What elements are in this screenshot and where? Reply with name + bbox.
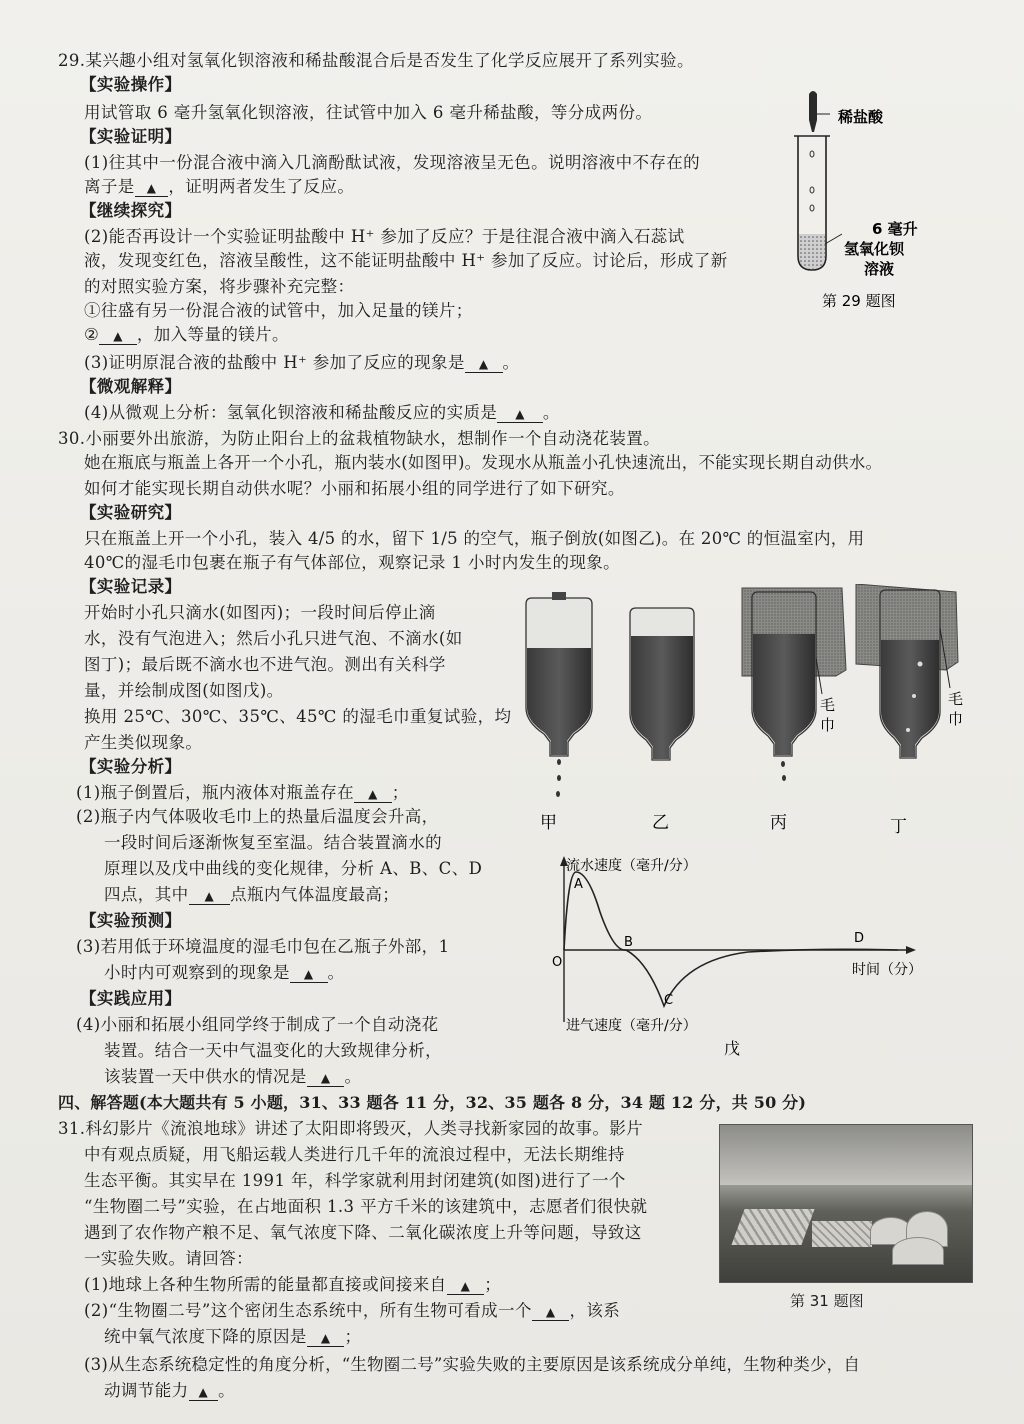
answer-blank[interactable]: ▲ bbox=[465, 356, 503, 373]
bottle-label-bing: 丙 bbox=[770, 813, 787, 833]
q30-part4-1: (4)小丽和拓展小组同学终于制成了一个自动浇花 bbox=[76, 1015, 439, 1034]
fig29-label-acid: 稀盐酸 bbox=[838, 108, 884, 126]
bottle-yi bbox=[630, 608, 694, 833]
q30-part2-text: 四点，其中 bbox=[104, 885, 189, 904]
bottle-bing bbox=[742, 588, 846, 833]
q31-part2b-end: ； bbox=[344, 1327, 362, 1346]
bottle-label-yi: 乙 bbox=[652, 813, 669, 833]
q29-step1: ①往盛有另一份混合液的试管中，加入足量的镁片； bbox=[84, 301, 473, 320]
q29-part3-text: (3)证明原混合液的盐酸中 H⁺ 参加了反应的现象是 bbox=[84, 353, 465, 372]
q30-part2-3: 原理以及戊中曲线的变化规律，分析 A、B、C、D bbox=[104, 859, 483, 878]
fig29-label-volume: 6 毫升 bbox=[872, 220, 918, 238]
answer-blank[interactable]: ▲ bbox=[189, 888, 231, 905]
q30-part3-2 bbox=[104, 962, 344, 984]
q31-caption: 第 31 题图 bbox=[790, 1292, 864, 1310]
fig29-label-solution2: 溶液 bbox=[864, 260, 895, 278]
q29-part4-text: (4)从微观上分析：氢氧化钡溶液和稀盐酸反应的实质是 bbox=[84, 403, 498, 422]
q31-part2 bbox=[84, 1300, 620, 1322]
graph-point-d: D bbox=[854, 931, 865, 946]
q30-heading-analysis: 【实验分析】 bbox=[80, 757, 182, 776]
q30-part3-text: 小时内可观察到的现象是 bbox=[104, 963, 290, 982]
q31-part2b-text: 统中氧气浓度下降的原因是 bbox=[104, 1327, 307, 1346]
q30-heading-research: 【实验研究】 bbox=[80, 503, 182, 522]
answer-blank[interactable]: ▲ bbox=[290, 966, 328, 983]
q31-line6: 一实验失败。请回答： bbox=[84, 1249, 253, 1268]
q31-part3b-text: 动调节能力 bbox=[104, 1381, 189, 1400]
towel-label-bing-1: 毛 bbox=[820, 696, 836, 714]
answer-blank[interactable]: ▲ bbox=[497, 406, 543, 423]
q29-part2-line2: 液，发现变红色，溶液呈酸性，这不能证明盐酸中 H⁺ 参加了反应。讨论后，形成了新 bbox=[84, 251, 728, 270]
q30-bottle-figures bbox=[516, 584, 976, 840]
q29-step2-num: ② bbox=[84, 325, 100, 344]
q30-part4-text: 该装置一天中供水的情况是 bbox=[104, 1067, 307, 1086]
q31-part3b bbox=[104, 1380, 235, 1402]
q29-part3 bbox=[84, 352, 519, 374]
q29-heading-explore: 【继续探究】 bbox=[80, 201, 182, 220]
q29-step2-text: ，加入等量的镁片。 bbox=[136, 325, 289, 344]
graph-caption: 戊 bbox=[724, 1039, 741, 1058]
graph-point-c: C bbox=[664, 993, 674, 1008]
q30-flow-graph bbox=[548, 852, 928, 1062]
section-4-title: 四、解答题(本大题共有 5 小题，31、33 题各 11 分，32、35 题各 8 分，34 题 12 分，共 50 分) bbox=[58, 1093, 807, 1112]
q30-part4-end: 。 bbox=[344, 1067, 362, 1086]
q29-part4-end: 。 bbox=[542, 403, 560, 422]
answer-blank[interactable]: ▲ bbox=[135, 180, 169, 197]
towel-label-bing-2: 巾 bbox=[820, 716, 836, 734]
graph-xlabel: 时间（分） bbox=[852, 962, 922, 978]
q30-part1 bbox=[76, 782, 409, 804]
q30-part1-text: (1)瓶子倒置后，瓶内液体对瓶盖存在 bbox=[76, 783, 355, 802]
q31-part2-end: ，该系 bbox=[569, 1301, 621, 1320]
answer-blank[interactable]: ▲ bbox=[354, 786, 392, 803]
graph-point-a: A bbox=[574, 877, 583, 892]
answer-blank[interactable]: ▲ bbox=[307, 1330, 345, 1347]
bottle-label-jia: 甲 bbox=[540, 813, 557, 833]
q29-heading-micro: 【微观解释】 bbox=[80, 377, 182, 396]
q29-part1: (1)往其中一份混合液中滴入几滴酚酞试液，发现溶液呈无色。说明溶液中不存在的 bbox=[84, 153, 701, 172]
q30-record-1: 开始时小孔只滴水(如图丙)；一段时间后停止滴 bbox=[84, 603, 436, 622]
answer-blank[interactable]: ▲ bbox=[189, 1384, 219, 1401]
dropper-icon bbox=[809, 91, 817, 132]
q30-stem: 30.小丽要外出旅游，为防止阳台上的盆栽植物缺水，想制作一个自动浇花装置。 bbox=[58, 429, 661, 448]
q30-part2-4 bbox=[104, 884, 399, 906]
q30-research-2: 40℃的湿毛巾包裹在瓶子有气体部位，观察记录 1 小时内发生的现象。 bbox=[84, 553, 621, 572]
q29-stem: 29.某兴趣小组对氢氧化钡溶液和稀盐酸混合后是否发生了化学反应展开了系列实验。 bbox=[58, 51, 694, 70]
q30-part4-3 bbox=[104, 1066, 361, 1088]
flow-curve bbox=[564, 872, 898, 1006]
q30-record-5: 换用 25℃、30℃、35℃、45℃ 的湿毛巾重复试验，均 bbox=[84, 707, 512, 726]
q30-record-2: 水，没有气泡进入；然后小孔只进气泡、不滴水(如 bbox=[84, 629, 463, 648]
graph-origin: O bbox=[552, 955, 563, 970]
bottle-label-ding: 丁 bbox=[890, 817, 907, 837]
bottle-jia bbox=[526, 592, 592, 833]
graph-ylabel-bottom: 进气速度（毫升/分） bbox=[566, 1018, 697, 1034]
q30-part2-2: 一段时间后逐渐恢复至室温。结合装置滴水的 bbox=[104, 833, 442, 852]
q31-part2b bbox=[104, 1326, 361, 1348]
q29-part2-line1: (2)能否再设计一个实验证明盐酸中 H⁺ 参加了反应？于是往混合液中滴入石蕊试 bbox=[84, 227, 685, 246]
q31-line3: 生态平衡。其实早在 1991 年，科学家就利用封闭建筑(如图)进行了一个 bbox=[84, 1171, 626, 1190]
q31-line2: 中有观点质疑，用飞船运载人类进行几千年的流浪过程中，无法长期维持 bbox=[84, 1145, 625, 1164]
q29-part4 bbox=[84, 402, 560, 424]
q31-part1-text: (1)地球上各种生物所需的能量都直接或间接来自 bbox=[84, 1275, 447, 1294]
q31-part3b-end: 。 bbox=[218, 1381, 236, 1400]
q30-part2-end: 点瓶内气体温度最高； bbox=[230, 885, 400, 904]
q30-record-6: 产生类似现象。 bbox=[84, 733, 203, 752]
q31-line5: 遇到了农作物产粮不足、氧气浓度下降、二氧化碳浓度上升等问题，导致这 bbox=[84, 1223, 642, 1242]
q31-part3: (3)从生态系统稳定性的角度分析，“生物圈二号”实验失败的主要原因是该系统成分单纯，生物种类少，自 bbox=[84, 1355, 861, 1374]
q31-line4: “生物圈二号”实验，在占地面积 1.3 平方千米的该建筑中，志愿者们很快就 bbox=[84, 1197, 648, 1216]
q29-operation-text: 用试管取 6 毫升氢氧化钡溶液，往试管中加入 6 毫升稀盐酸，等分成两份。 bbox=[84, 103, 653, 122]
q29-test-tube-figure bbox=[780, 88, 950, 328]
q30-line2: 她在瓶底与瓶盖上各开一个小孔，瓶内装水(如图甲)。发现水从瓶盖小孔快速流出，不能实现长期自动供水。 bbox=[84, 453, 883, 472]
q30-research-1: 只在瓶盖上开一个小孔，装入 4/5 的水，留下 1/5 的空气，瓶子倒放(如图乙)。在 20℃ 的恒温室内，用 bbox=[84, 529, 865, 548]
answer-blank[interactable]: ▲ bbox=[99, 328, 137, 345]
q29-heading-operation: 【实验操作】 bbox=[80, 75, 182, 94]
q30-heading-predict: 【实验预测】 bbox=[80, 911, 182, 930]
q29-heading-proof: 【实验证明】 bbox=[80, 127, 182, 146]
q29-part3-end: 。 bbox=[502, 353, 520, 372]
answer-blank[interactable]: ▲ bbox=[447, 1278, 485, 1295]
q31-part1 bbox=[84, 1274, 501, 1296]
answer-blank[interactable]: ▲ bbox=[307, 1070, 345, 1087]
q30-part3-1: (3)若用低于环境温度的湿毛巾包在乙瓶子外部，1 bbox=[76, 937, 450, 956]
q30-heading-record: 【实验记录】 bbox=[80, 577, 182, 596]
q30-part1-end: ； bbox=[391, 783, 409, 802]
q29-part2-line3: 的对照实验方案，将步骤补充完整： bbox=[84, 277, 355, 296]
q31-line1: 31.科幻影片《流浪地球》讲述了太阳即将毁灭，人类寻找新家园的故事。影片 bbox=[58, 1119, 644, 1138]
biosphere-photo bbox=[719, 1124, 973, 1283]
q30-line3: 如何才能实现长期自动供水呢？小丽和拓展小组的同学进行了如下研究。 bbox=[84, 479, 625, 498]
q30-part2-1: (2)瓶子内气体吸收毛巾上的热量后温度会升高， bbox=[76, 807, 439, 826]
towel-label-ding-2: 巾 bbox=[948, 710, 964, 728]
q30-record-3: 图丁)；最后既不滴水也不进气泡。测出有关科学 bbox=[84, 655, 446, 674]
q29-part1-answer-line bbox=[84, 176, 354, 198]
q31-part2-text: (2)“生物圈二号”这个密闭生态系统中，所有生物可看成一个 bbox=[84, 1301, 532, 1320]
q30-heading-apply: 【实践应用】 bbox=[80, 989, 182, 1008]
q31-part1-end: ； bbox=[484, 1275, 502, 1294]
q29-step2 bbox=[84, 324, 289, 346]
q29-part1-text-a: 离子是 bbox=[84, 177, 135, 196]
bottle-ding bbox=[856, 584, 963, 837]
q30-record-4: 量，并绘制成图(如图戊)。 bbox=[84, 681, 284, 700]
towel-label-ding-1: 毛 bbox=[948, 690, 964, 708]
fig29-label-solution: 氢氧化钡 bbox=[844, 240, 905, 258]
q30-part3-end: 。 bbox=[327, 963, 345, 982]
answer-blank[interactable]: ▲ bbox=[532, 1304, 570, 1321]
graph-point-b: B bbox=[624, 935, 633, 950]
graph-ylabel-top: 流水速度（毫升/分） bbox=[566, 858, 697, 874]
q30-part4-2: 装置。结合一天中气温变化的大致规律分析， bbox=[104, 1041, 442, 1060]
q29-part1-text-b: ，证明两者发生了反应。 bbox=[168, 177, 355, 196]
fig29-caption: 第 29 题图 bbox=[822, 292, 896, 310]
